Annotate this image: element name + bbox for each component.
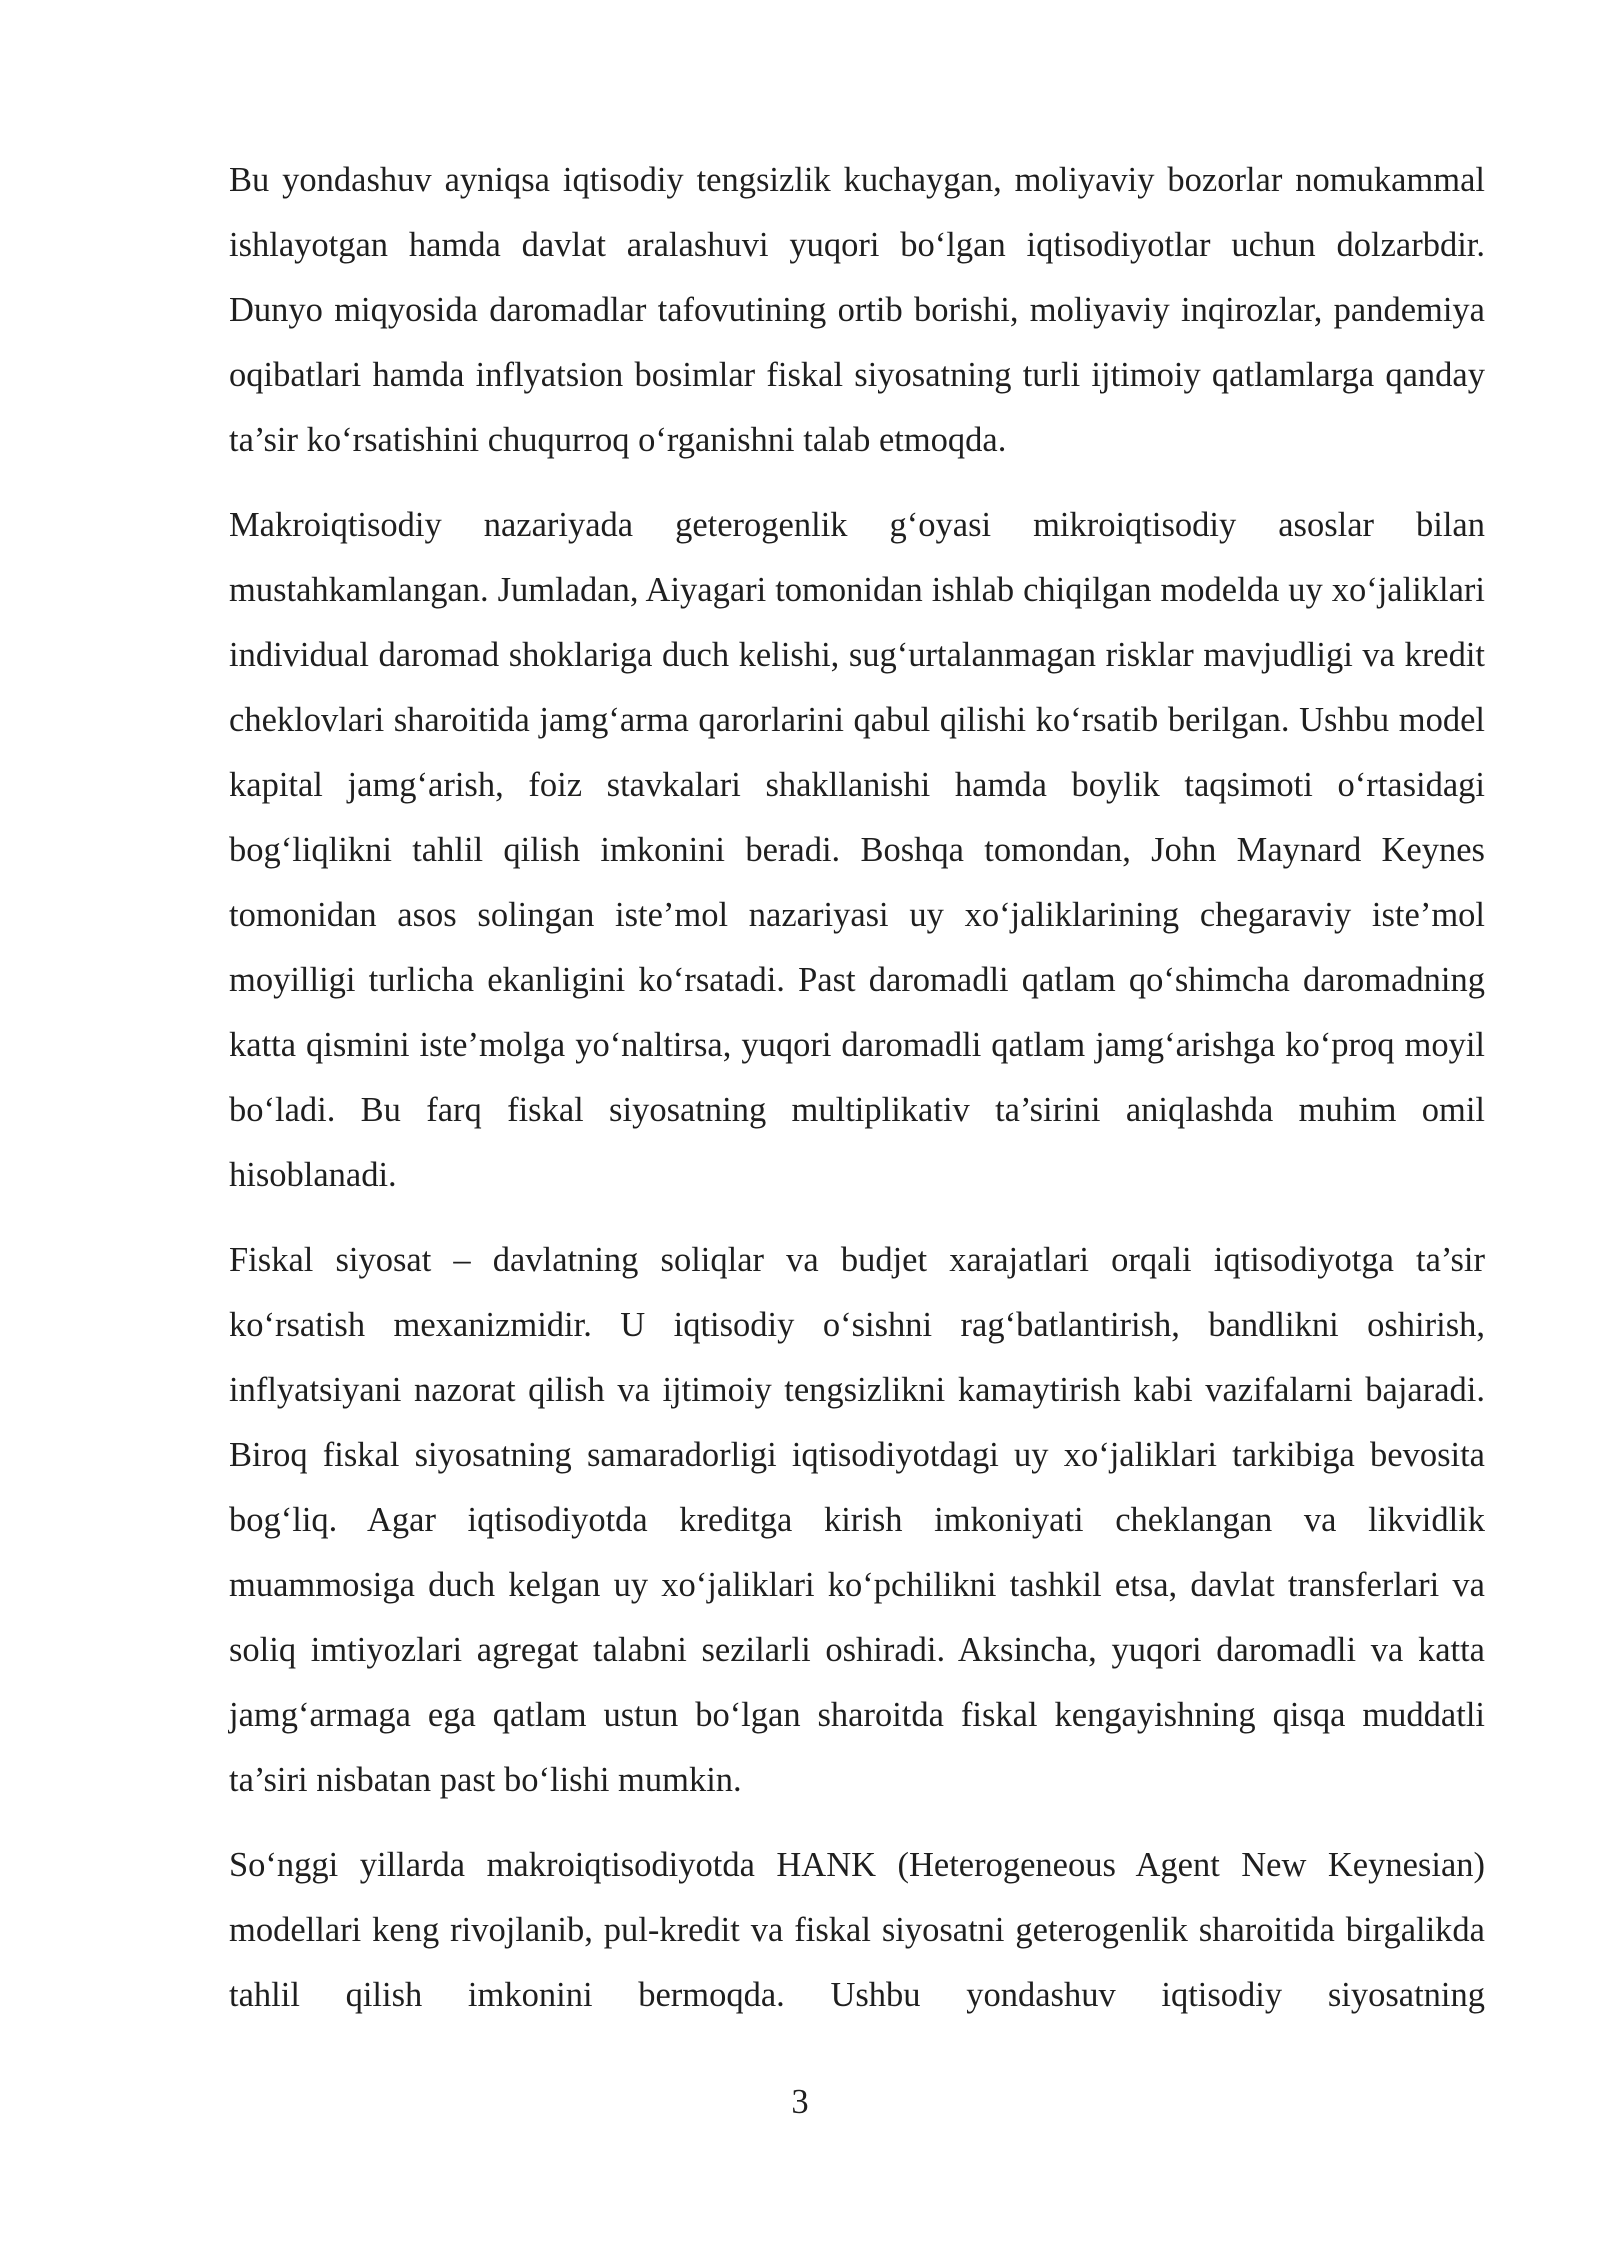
page-number: 3: [791, 2083, 809, 2121]
paragraph-3: Fiskal siyosat – davlatning soliqlar va budjet xarajatlari orqali iqtisodiyotga ta’sir ko‘rsatish mexanizmidir. U iqtisodiy o‘sishni rag‘batlantirish, bandlikni oshirish, inflyatsiyani nazorat qilish va ijtimoiy tengsizlikni kamaytirish kabi vazifalarni bajaradi. Biroq fiskal siyosatning samaradorligi iqtisodiyotdagi uy xo‘jaliklari tarkibiga bevosita bog‘liq. Agar iqtisodiyotda kreditga kirish imkoniyati cheklangan va likvidlik muammosiga duch kelgan uy xo‘jaliklari ko‘pchilikni tashkil etsa, davlat transferlari va soliq imtiyozlari agregat talabni sezilarli oshiradi. Aksincha, yuqori daromadli va katta jamg‘armaga ega qatlam ustun bo‘lgan sharoitda fiskal kengayishning qisqa muddatli ta’siri nisbatan past bo‘lishi mumkin.: [229, 1241, 1485, 1799]
body-text: [229, 148, 1485, 2028]
paragraph-1: Bu yondashuv ayniqsa iqtisodiy tengsizlik kuchaygan, moliyaviy bozorlar nomukammal ishlayotgan hamda davlat aralashuvi yuqori bo‘lgan iqtisodiyotlar uchun dolzarbdir. Dunyo miqyosida daromadlar tafovutining ortib borishi, moliyaviy inqirozlar, pandemiya oqibatlari hamda inflyatsion bosimlar fiskal siyosatning turli ijtimoiy qatlamlarga qanday ta’sir ko‘rsatishini chuqurroq o‘rganishni talab etmoqda.: [229, 161, 1485, 459]
paragraph-2: Makroiqtisodiy nazariyada geterogenlik g‘oyasi mikroiqtisodiy asoslar bilan mustahkamlangan. Jumladan, Aiyagari tomonidan ishlab chiqilgan modelda uy xo‘jaliklari individual daromad shoklariga duch kelishi, sug‘urtalanmagan risklar mavjudligi va kredit cheklovlari sharoitida jamg‘arma qarorlarini qabul qilishi ko‘rsatib berilgan. Ushbu model kapital jamg‘arish, foiz stavkalari shakllanishi hamda boylik taqsimoti o‘rtasidagi bog‘liqlikni tahlil qilish imkonini beradi. Boshqa tomondan, John Maynard Keynes tomonidan asos solingan iste’mol nazariyasi uy xo‘jaliklarining chegaraviy iste’mol moyilligi turlicha ekanligini ko‘rsatadi. Past daromadli qatlam qo‘shimcha daromadning katta qismini iste’molga yo‘naltirsa, yuqori daromadli qatlam jamg‘arishga ko‘proq moyil bo‘ladi. Bu farq fiskal siyosatning multiplikativ ta’sirini aniqlashda muhim omil hisoblanadi.: [229, 506, 1485, 1194]
paragraph-4: So‘nggi yillarda makroiqtisodiyotda HANK (Heterogeneous Agent New Keynesian) modellari keng rivojlanib, pul-kredit va fiskal siyosatni geterogenlik sharoitida birgalikda tahlil qilish imkonini bermoqda. Ushbu yondashuv iqtisodiy siyosatning: [229, 1846, 1485, 2014]
